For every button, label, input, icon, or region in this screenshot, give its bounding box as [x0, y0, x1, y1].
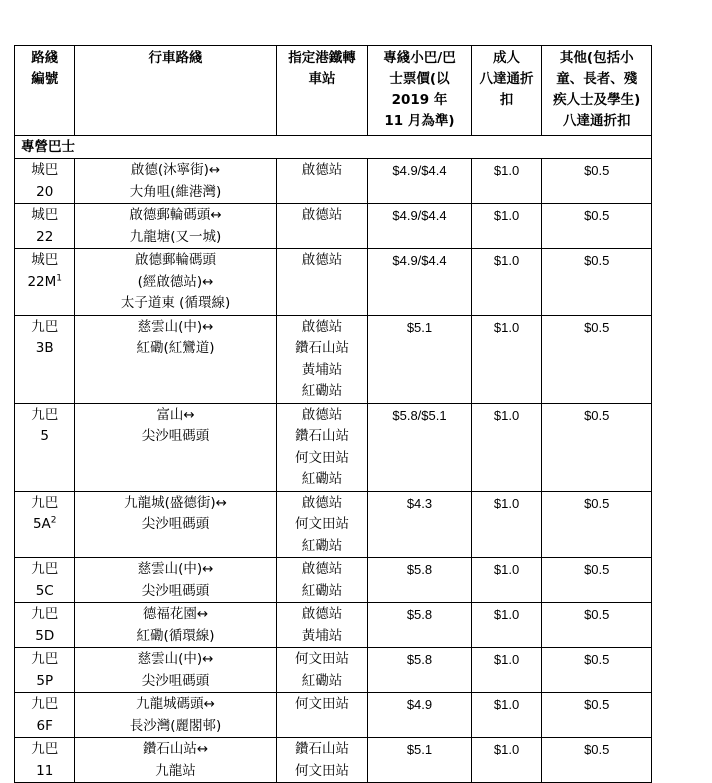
route-line: 尖沙咀碼頭 [141, 672, 210, 689]
header-other-discount [542, 46, 652, 136]
footnote-marker: 1 [56, 273, 62, 283]
route-line: 紅磡(紅鸞道) [136, 340, 215, 356]
route-cell [75, 159, 276, 204]
route-number: 6F [36, 717, 53, 734]
station-name: 紅磡站 [301, 582, 343, 599]
adult-discount-cell [471, 648, 542, 693]
fare-cell [368, 693, 471, 738]
route-line: 啟德(沐寧街)↔ [130, 162, 221, 178]
route-cell [75, 738, 276, 783]
adult-discount-cell [471, 558, 542, 603]
other-discount-value: $0.5 [584, 607, 610, 622]
route-number-cell [15, 491, 75, 558]
operator: 九巴 [31, 318, 59, 335]
other-discount-cell [542, 403, 652, 491]
route-line: 九龍城碼頭↔ [136, 696, 215, 712]
route-number: 11 [36, 762, 54, 779]
table-row [15, 648, 652, 693]
route-number-line [15, 671, 74, 693]
fare-cell [368, 159, 471, 204]
route-line: 慈雲山(中)↔ [137, 561, 214, 577]
operator: 九巴 [31, 606, 59, 622]
station-cell [276, 693, 368, 738]
other-discount-cell [542, 558, 652, 603]
footnote-marker: 2 [50, 515, 57, 526]
route-cell [75, 403, 276, 491]
route-number-cell [15, 315, 75, 403]
route-number-cell [15, 603, 75, 648]
route-number-line [15, 338, 74, 360]
other-discount-value: $0.5 [584, 562, 610, 577]
operator: 城巴 [31, 162, 59, 178]
header-route [75, 46, 276, 136]
fare-value: $4.9 [406, 697, 433, 712]
adult-discount-value: $1.0 [493, 253, 520, 268]
section-title: 專營巴士 [15, 136, 652, 159]
adult-discount-value: $1.0 [493, 319, 520, 335]
route-cell [75, 491, 276, 558]
adult-discount-cell [471, 693, 542, 738]
route-number-line [15, 182, 74, 204]
adult-discount-cell [471, 403, 542, 491]
route-number-cell [15, 249, 75, 316]
route-line: 啟德郵輪碼頭↔ [129, 207, 222, 223]
operator: 九巴 [31, 406, 59, 423]
other-discount-cell [542, 693, 652, 738]
station-name: 何文田站 [295, 651, 350, 667]
other-discount-value: $0.5 [584, 697, 610, 712]
station-name: 啟德站 [301, 207, 343, 223]
station-cell [276, 603, 368, 648]
route-cell [75, 693, 276, 738]
station-cell [276, 249, 368, 316]
route-number-line [15, 227, 74, 249]
header-line: 路綫 [31, 50, 59, 66]
header-line: 疾人士及學生) [553, 92, 641, 108]
header-route-no [15, 46, 75, 136]
route-number-cell [15, 558, 75, 603]
station-cell [276, 204, 368, 249]
station-cell [276, 315, 368, 403]
table-row [15, 603, 652, 648]
station-name: 紅磡站 [301, 383, 343, 399]
adult-discount-value: $1.0 [493, 495, 520, 511]
header-line: 2019 年 [391, 92, 448, 108]
route-line: 九龍站 [155, 762, 196, 779]
header-fare [368, 46, 471, 136]
station-name: 鑽石山站 [295, 428, 350, 444]
adult-discount-value: $1.0 [493, 607, 520, 622]
other-discount-value: $0.5 [584, 407, 610, 423]
other-discount-cell [542, 738, 652, 783]
table-row [15, 693, 652, 738]
adult-discount-value: $1.0 [493, 208, 520, 223]
route-line: 尖沙咀碼頭 [141, 516, 210, 532]
adult-discount-cell [471, 204, 542, 249]
route-number: 5A [32, 516, 51, 532]
adult-discount-cell [471, 249, 542, 316]
route-number-cell [15, 403, 75, 491]
station-name: 啟德站 [301, 561, 343, 577]
station-cell [276, 159, 368, 204]
header-line: 童、長者、殘 [556, 71, 638, 87]
other-discount-cell [542, 315, 652, 403]
route-number-cell [15, 693, 75, 738]
station-cell [276, 558, 368, 603]
station-name: 何文田站 [295, 449, 350, 466]
fare-cell [368, 249, 471, 316]
fare-value: $5.8 [406, 652, 433, 667]
header-line: 車站 [308, 71, 336, 87]
fare-value: $5.1 [406, 742, 433, 757]
route-line: 長沙灣(麗閣邨) [129, 717, 222, 734]
route-line: 啟德郵輪碼頭 [135, 252, 217, 268]
other-discount-value: $0.5 [584, 742, 610, 757]
header-line: 專綫小巴/巴 [383, 50, 456, 66]
adult-discount-cell [471, 603, 542, 648]
route-number: 22M [27, 273, 57, 290]
route-number-line [15, 581, 74, 603]
fare-cell [368, 603, 471, 648]
table-row [15, 403, 652, 491]
table-row [15, 204, 652, 249]
header-station [276, 46, 368, 136]
other-discount-value: $0.5 [584, 319, 610, 335]
table-row [15, 159, 652, 204]
route-cell [75, 558, 276, 603]
header-line: 八達通折 [479, 71, 534, 87]
header-adult-discount [471, 46, 542, 136]
station-name: 啟德站 [301, 494, 343, 511]
route-line: 鑽石山站↔ [142, 741, 209, 757]
route-line: 太子道東 (循環線) [120, 295, 231, 311]
route-line: 大角咀(維港灣) [129, 183, 222, 200]
other-discount-value: $0.5 [584, 253, 610, 268]
fare-value: $4.3 [406, 495, 433, 511]
fare-cell [368, 491, 471, 558]
route-cell [75, 315, 276, 403]
operator: 城巴 [31, 207, 59, 223]
route-line: 慈雲山(中)↔ [137, 318, 214, 335]
station-name: 黃埔站 [301, 627, 343, 644]
route-cell [75, 603, 276, 648]
table-row [15, 491, 652, 558]
operator: 九巴 [31, 494, 59, 511]
station-name: 紅磡站 [301, 471, 343, 487]
station-name: 啟德站 [301, 406, 343, 423]
fare-cell [368, 204, 471, 249]
station-cell [276, 738, 368, 783]
other-discount-value: $0.5 [584, 208, 610, 223]
route-line: 尖沙咀碼頭 [141, 428, 210, 444]
station-name: 啟德站 [301, 252, 343, 268]
route-line: (經啟德站)↔ [137, 273, 214, 290]
other-discount-cell [542, 648, 652, 693]
other-discount-cell [542, 249, 652, 316]
station-cell [276, 648, 368, 693]
fare-value: $4.9/$4.4 [392, 208, 447, 223]
adult-discount-cell [471, 491, 542, 558]
route-cell [75, 648, 276, 693]
route-number-line [15, 761, 74, 783]
fare-value: $5.8/$5.1 [392, 407, 447, 423]
adult-discount-value: $1.0 [493, 652, 520, 667]
header-row [15, 46, 652, 136]
adult-discount-value: $1.0 [493, 163, 520, 178]
table-row [15, 738, 652, 783]
header-line: 士票價(以 [389, 71, 450, 87]
station-name: 啟德站 [301, 318, 343, 335]
fare-value: $4.9/$4.4 [392, 163, 447, 178]
adult-discount-cell [471, 738, 542, 783]
station-name: 啟德站 [301, 162, 343, 178]
other-discount-cell [542, 204, 652, 249]
station-cell [276, 491, 368, 558]
station-name: 何文田站 [295, 696, 350, 712]
other-discount-cell [542, 159, 652, 204]
route-line: 九龍塘(又一城) [129, 228, 222, 245]
route-line: 慈雲山(中)↔ [137, 651, 214, 667]
header-line: 指定港鐵轉 [288, 50, 356, 66]
fare-cell [368, 648, 471, 693]
route-number: 3B [35, 340, 54, 356]
station-name: 鑽石山站 [295, 340, 350, 356]
other-discount-cell [542, 603, 652, 648]
other-discount-value: $0.5 [584, 652, 610, 667]
route-number-cell [15, 159, 75, 204]
station-name: 紅磡站 [301, 537, 343, 554]
table-row [15, 249, 652, 316]
header-line: 成人 [493, 50, 521, 66]
bus-fare-table [14, 45, 652, 783]
other-discount-value: $0.5 [584, 495, 610, 511]
table-row [15, 315, 652, 403]
fare-cell [368, 558, 471, 603]
operator: 九巴 [31, 561, 59, 577]
other-discount-cell [542, 491, 652, 558]
table-row [15, 558, 652, 603]
station-name: 何文田站 [295, 762, 350, 779]
route-cell [75, 249, 276, 316]
route-number-line [15, 272, 74, 294]
route-number: 5 [40, 428, 50, 444]
operator: 九巴 [31, 651, 59, 667]
adult-discount-cell [471, 315, 542, 403]
fare-value: $5.8 [406, 562, 433, 577]
fare-cell [368, 738, 471, 783]
operator: 九巴 [31, 741, 59, 757]
station-name: 何文田站 [295, 516, 350, 532]
station-name: 黃埔站 [301, 361, 343, 378]
station-name: 鑽石山站 [295, 741, 350, 757]
fare-cell [368, 403, 471, 491]
route-number: 20 [36, 183, 54, 200]
route-line: 九龍城(盛德街)↔ [124, 494, 227, 511]
route-number: 22 [36, 228, 54, 245]
route-number-cell [15, 738, 75, 783]
route-number: 5C [35, 582, 54, 599]
route-number-cell [15, 204, 75, 249]
route-number-line [15, 426, 74, 448]
route-number-line [15, 514, 74, 536]
station-name: 啟德站 [301, 606, 343, 622]
header-line: 八達通折扣 [562, 113, 631, 129]
fare-cell [368, 315, 471, 403]
fare-value: $5.1 [406, 319, 433, 335]
adult-discount-value: $1.0 [493, 407, 520, 423]
fare-value: $4.9/$4.4 [392, 253, 447, 268]
route-number-line [15, 716, 74, 738]
route-number: 5P [36, 672, 54, 689]
fare-value: $5.8 [406, 607, 433, 622]
header-line: 扣 [499, 92, 514, 108]
operator: 城巴 [31, 252, 59, 268]
station-cell [276, 403, 368, 491]
other-discount-value: $0.5 [584, 163, 610, 178]
adult-discount-cell [471, 159, 542, 204]
header-line: 11 月為準) [384, 113, 455, 129]
station-name: 紅磡站 [301, 672, 343, 689]
route-number-cell [15, 648, 75, 693]
route-number-line [15, 626, 74, 648]
route-line: 德福花園↔ [142, 606, 209, 622]
adult-discount-value: $1.0 [493, 697, 520, 712]
header-line: 編號 [31, 71, 59, 87]
route-cell [75, 204, 276, 249]
adult-discount-value: $1.0 [493, 742, 520, 757]
operator: 九巴 [31, 696, 59, 712]
header-line: 行車路綫 [148, 50, 203, 66]
route-line: 尖沙咀碼頭 [141, 582, 210, 599]
adult-discount-value: $1.0 [493, 562, 520, 577]
header-line: 其他(包括小 [559, 50, 634, 66]
route-number: 5D [35, 627, 55, 644]
route-line: 富山↔ [156, 406, 195, 423]
section-row [15, 136, 652, 159]
route-line: 紅磡(循環線) [136, 627, 215, 644]
